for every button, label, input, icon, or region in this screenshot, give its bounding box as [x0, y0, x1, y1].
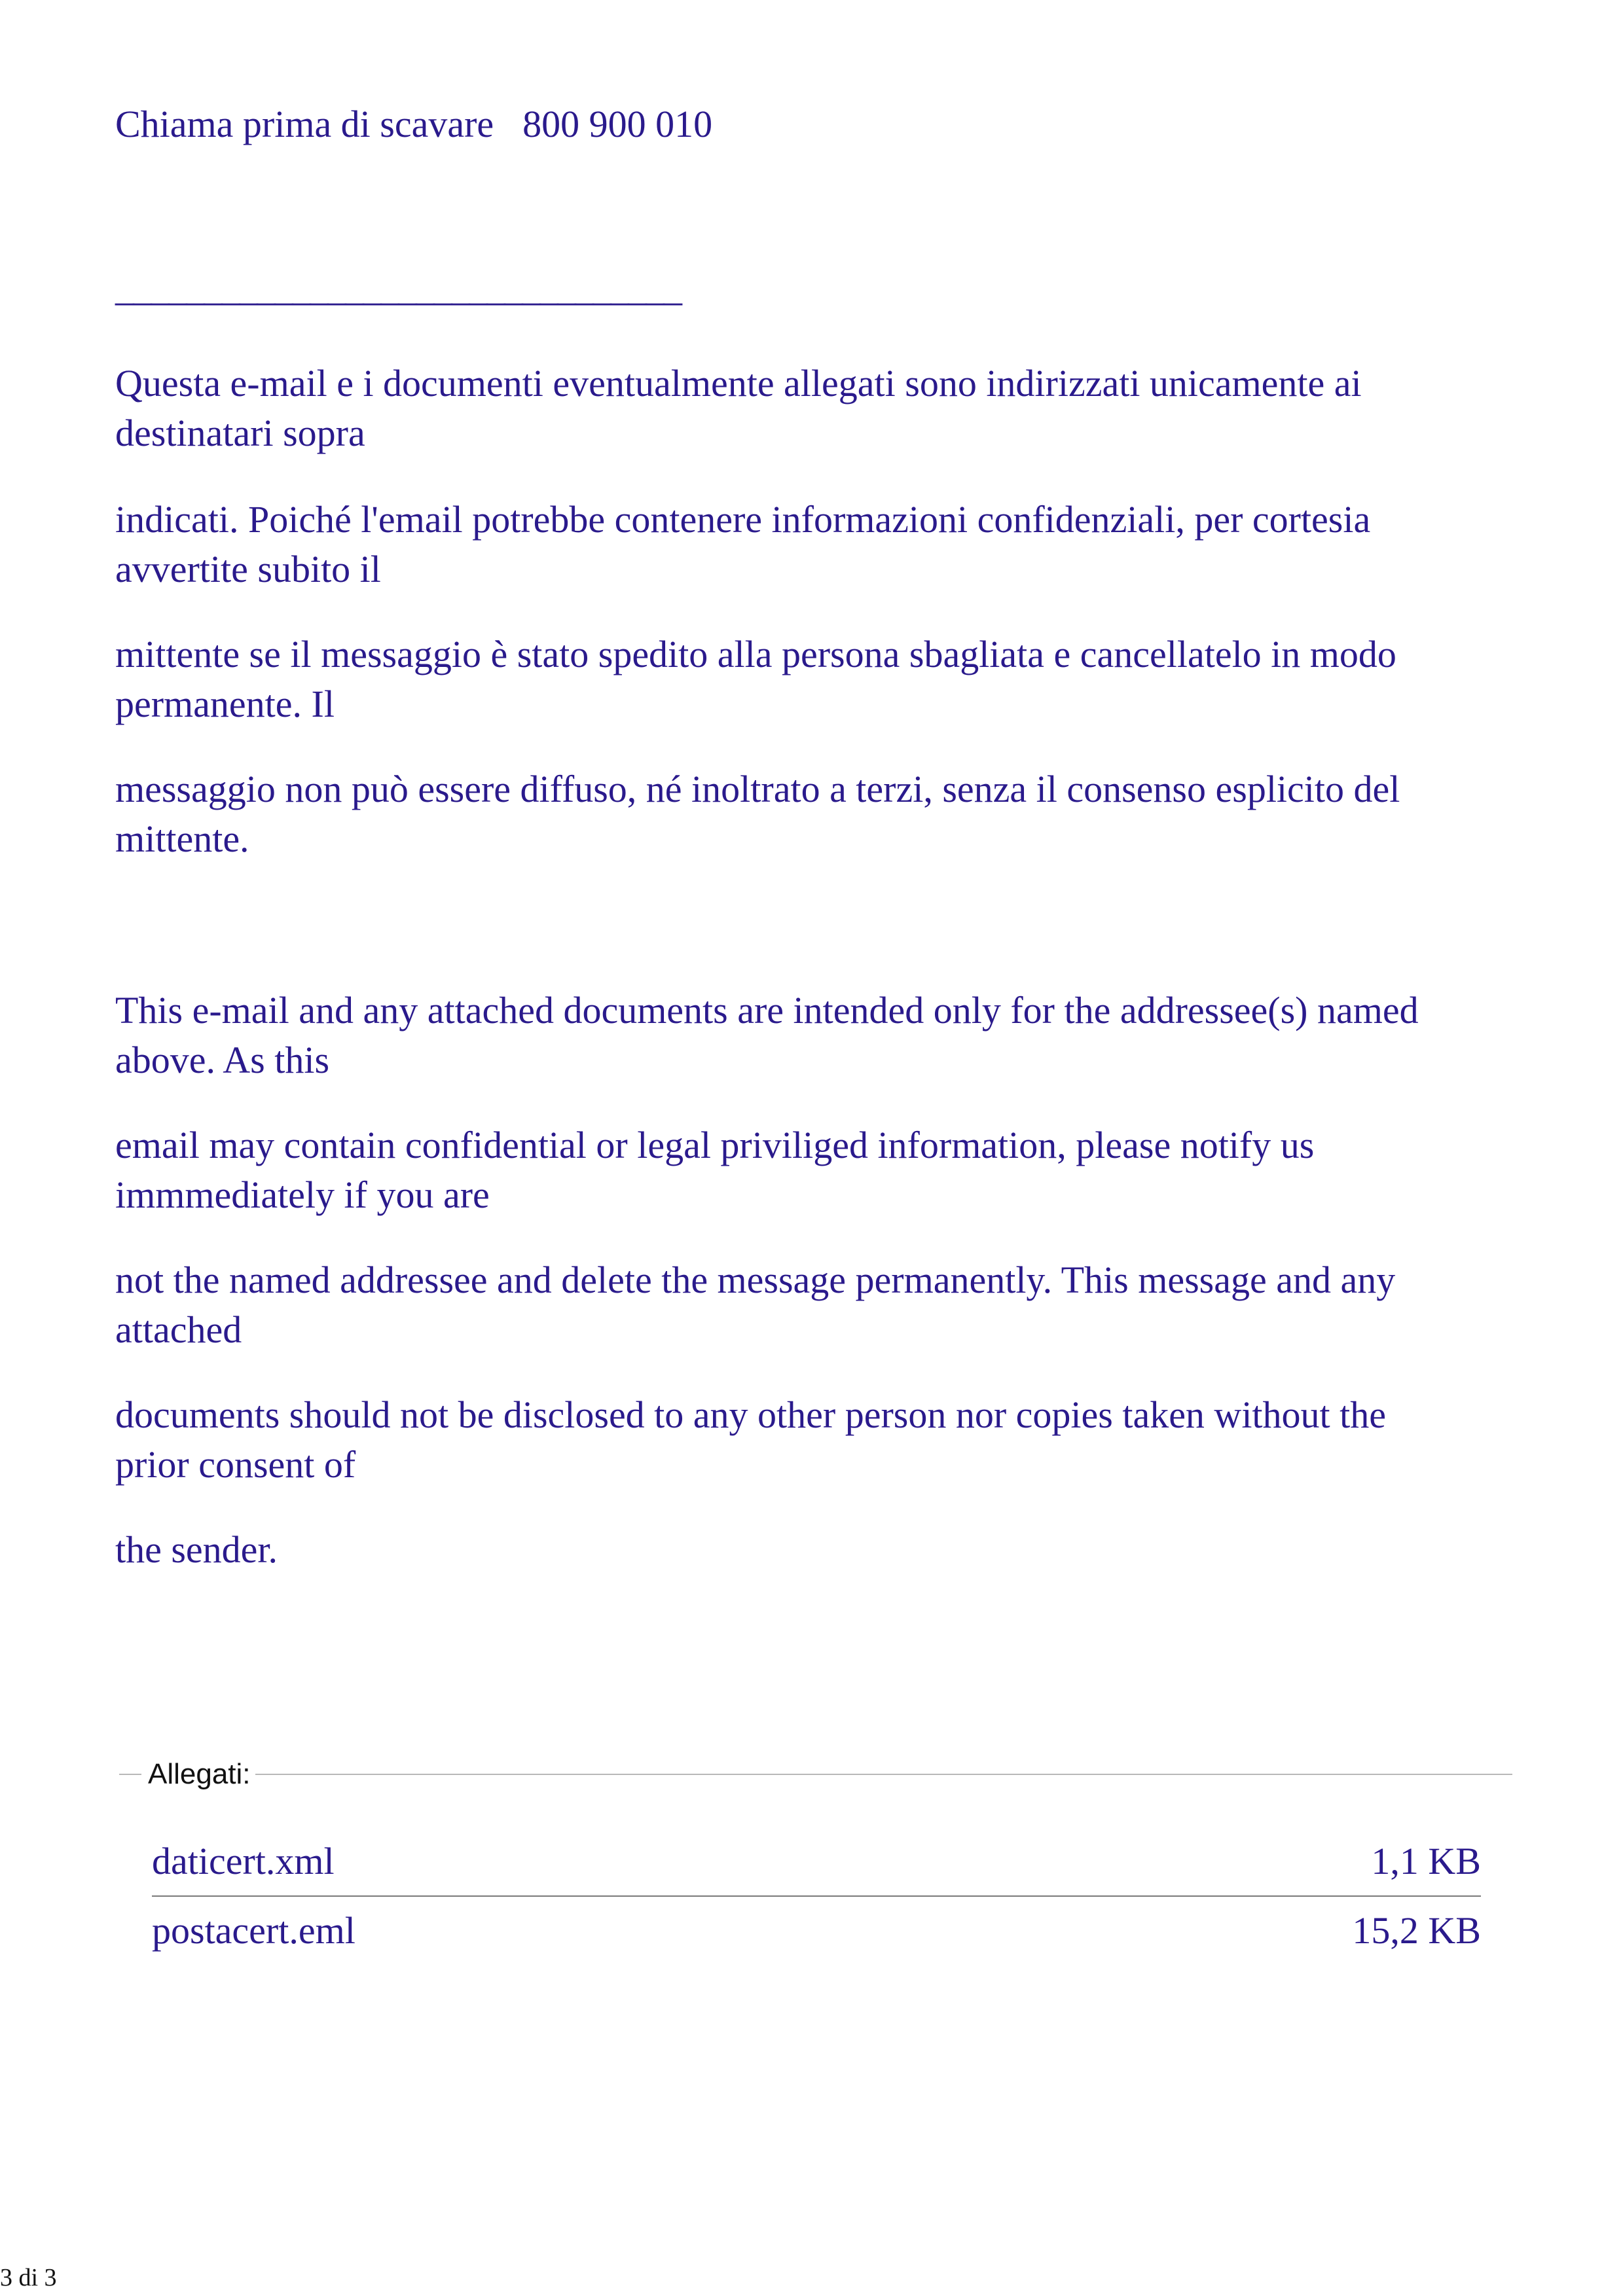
- disclaimer-it-paragraph-3: [115, 630, 1523, 729]
- disclaimer-line: destinatari sopra: [115, 412, 365, 454]
- disclaimer-line: the sender.: [115, 1528, 278, 1571]
- disclaimer-en-paragraph-5: [115, 1525, 1523, 1575]
- call-before-digging-line: [115, 98, 712, 151]
- disclaimer-line: not the named addressee and delete the message permanently. This message and any: [115, 1259, 1396, 1301]
- attachment-file-name[interactable]: postacert.eml: [152, 1909, 356, 1952]
- disclaimer-line: mittente se il messaggio è stato spedito alla persona sbagliata e cancellatelo in modo: [115, 633, 1396, 675]
- attachment-file-size: 15,2 KB: [1352, 1909, 1481, 1952]
- signature-separator: ________________________________: [115, 266, 681, 309]
- disclaimer-en-paragraph-1: [115, 986, 1523, 1085]
- disclaimer-line: avvertite subito il: [115, 548, 381, 590]
- disclaimer-en-paragraph-4: [115, 1390, 1523, 1490]
- disclaimer-line: email may contain confidential or legal priviliged information, please notify us: [115, 1124, 1315, 1166]
- call-before-digging-label: Chiama prima di scavare: [115, 103, 494, 145]
- disclaimer-line: prior consent of: [115, 1443, 356, 1486]
- call-before-digging-phone: 800 900 010: [522, 103, 713, 145]
- attachment-file-size: 1,1 KB: [1371, 1840, 1481, 1882]
- disclaimer-line: attached: [115, 1308, 242, 1351]
- disclaimer-line: immmediately if you are: [115, 1174, 490, 1216]
- attachments-rule-left: [119, 1774, 141, 1775]
- attachments-rule-right: [255, 1774, 1512, 1775]
- disclaimer-line: documents should not be disclosed to any other person nor copies taken without the: [115, 1393, 1387, 1436]
- disclaimer-line: Questa e-mail e i documenti eventualmente allegati sono indirizzati unicamente ai: [115, 362, 1362, 404]
- disclaimer-it-paragraph-2: [115, 495, 1523, 594]
- disclaimer-line: This e-mail and any attached documents are intended only for the addressee(s) named: [115, 989, 1419, 1031]
- disclaimer-line: mittente.: [115, 817, 249, 860]
- attachment-row[interactable]: [152, 1901, 1481, 1961]
- disclaimer-it-paragraph-4: [115, 764, 1523, 864]
- attachment-divider: [152, 1895, 1481, 1897]
- disclaimer-en-paragraph-2: [115, 1121, 1523, 1220]
- disclaimer-line: indicati. Poiché l'email potrebbe contenere informazioni confidenziali, per cortesia: [115, 498, 1371, 541]
- page-number: 3 di 3: [0, 2264, 57, 2291]
- disclaimer-it-paragraph-1: [115, 359, 1523, 458]
- disclaimer-line: permanente. Il: [115, 683, 335, 725]
- disclaimer-en-paragraph-3: [115, 1255, 1523, 1355]
- attachment-row[interactable]: [152, 1831, 1481, 1892]
- disclaimer-line: above. As this: [115, 1039, 330, 1081]
- disclaimer-line: messaggio non può essere diffuso, né inoltrato a terzi, senza il consenso esplicito del: [115, 768, 1400, 810]
- attachment-file-name[interactable]: daticert.xml: [152, 1840, 335, 1882]
- attachments-section: [119, 1754, 1512, 1996]
- attachments-legend: Allegati:: [144, 1754, 255, 1795]
